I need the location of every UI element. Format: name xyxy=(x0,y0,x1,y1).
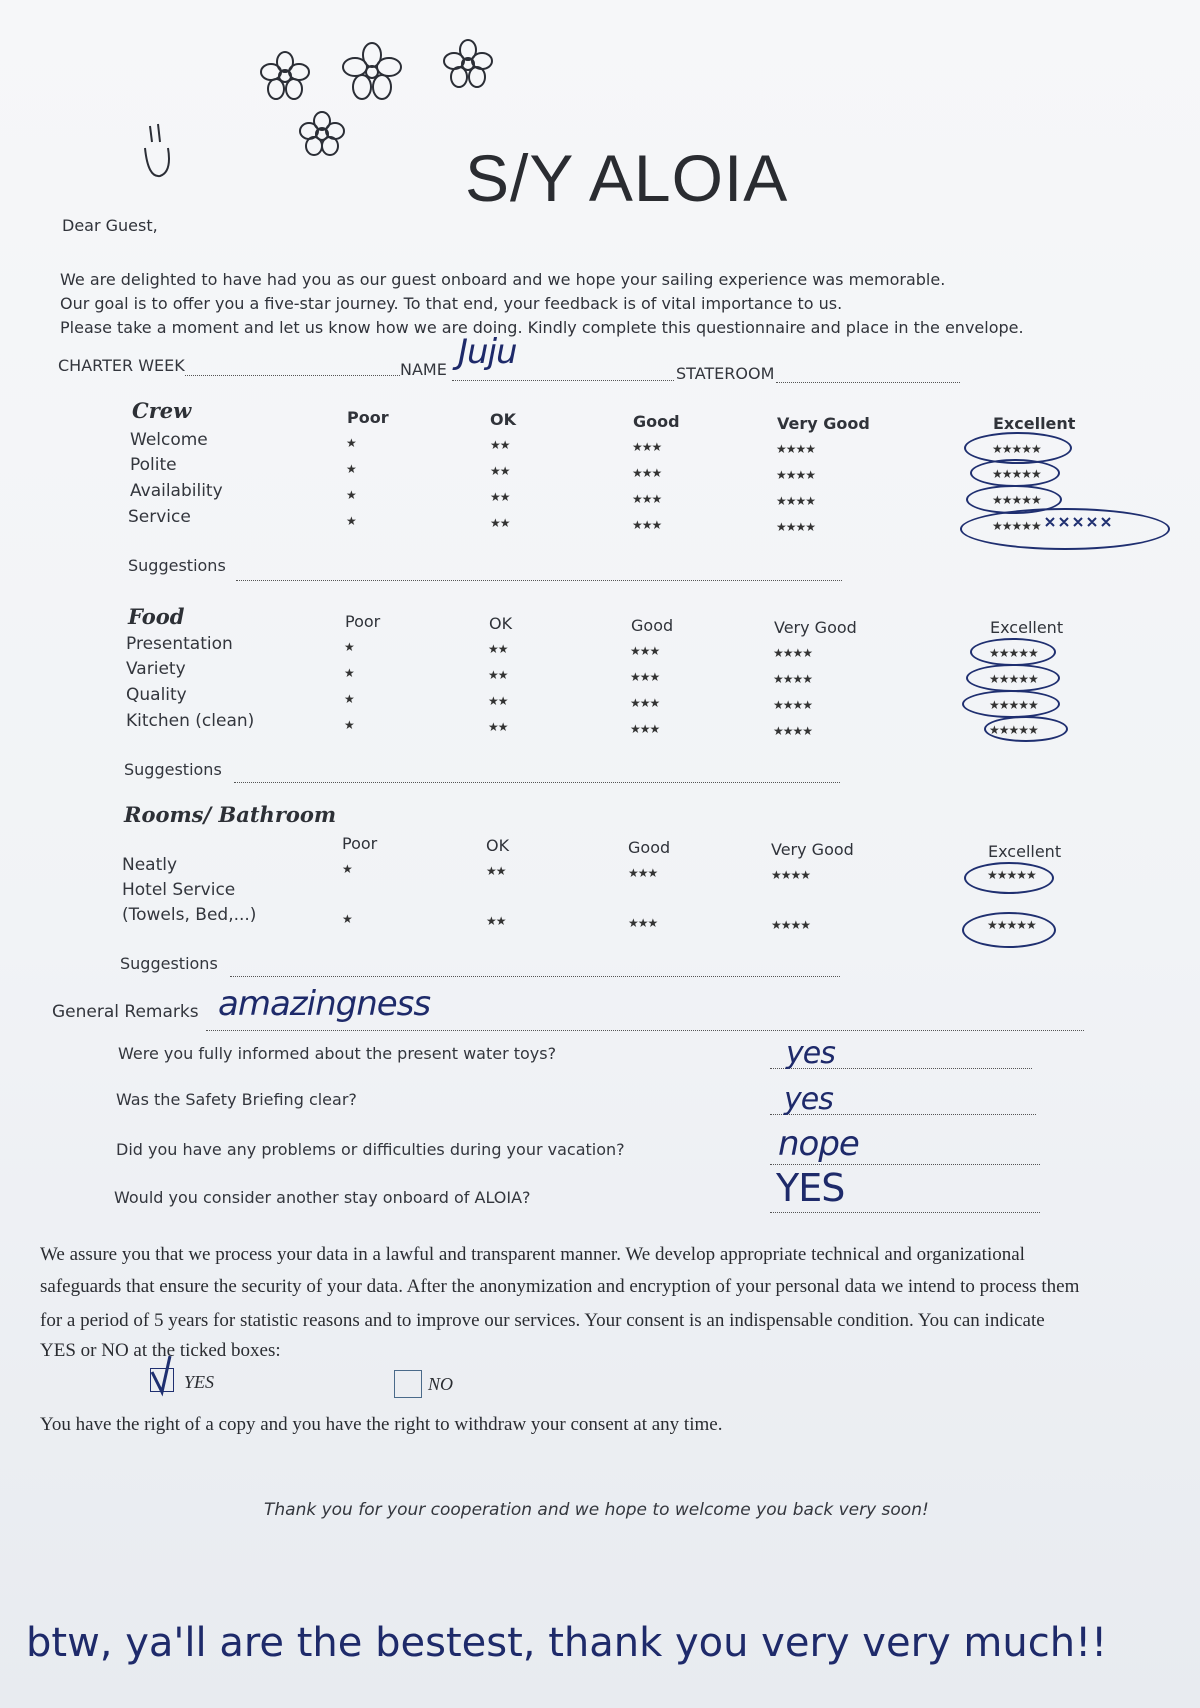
star-excellent[interactable]: ★★★★★ xyxy=(989,646,1038,660)
consent-no-checkbox[interactable] xyxy=(394,1370,422,1398)
header-excellent: Excellent xyxy=(988,842,1062,861)
answer-3: nope xyxy=(778,1124,859,1164)
star-good[interactable]: ★★★ xyxy=(630,644,660,658)
general-remarks-label: General Remarks xyxy=(52,1002,199,1022)
star-very-good[interactable]: ★★★★ xyxy=(773,646,813,660)
star-excellent[interactable]: ★★★★★ xyxy=(987,868,1036,882)
privacy-line-1: We assure you that we process your data in a lawful and transparent manner. We develop appropriate technical and organizational xyxy=(40,1244,1025,1265)
star-excellent[interactable]: ★★★★★ xyxy=(989,672,1038,686)
intro-line-1: We are delighted to have had you as our guest onboard and we hope your sailing experience was memorable. xyxy=(60,270,946,289)
answer-2: yes xyxy=(784,1082,833,1117)
star-ok[interactable]: ★★ xyxy=(488,668,508,682)
privacy-line-2: safeguards that ensure the security of your data. After the anonymization and encryption of your personal data we intend to process them xyxy=(40,1276,1080,1297)
star-good[interactable]: ★★★ xyxy=(630,670,660,684)
row-label-neatly: Neatly xyxy=(122,855,178,875)
row-label-kitchen: Kitchen (clean) xyxy=(126,711,255,731)
star-ok[interactable]: ★★ xyxy=(490,490,510,504)
star-good[interactable]: ★★★ xyxy=(632,518,662,532)
star-good[interactable]: ★★★ xyxy=(628,916,658,930)
star-very-good[interactable]: ★★★★ xyxy=(776,442,816,456)
star-poor[interactable]: ★ xyxy=(344,640,354,654)
section-title-food: Food xyxy=(128,604,185,629)
privacy-line-3: for a period of 5 years for statistic reasons and to improve our services. Your consent is an indispensable condition. You can indicate xyxy=(40,1310,1045,1331)
page-title: S/Y ALOIA xyxy=(465,141,789,215)
star-poor[interactable]: ★ xyxy=(346,514,356,528)
greeting: Dear Guest, xyxy=(62,216,158,235)
rights-text: You have the right of a copy and you have the right to withdraw your consent at any time. xyxy=(40,1414,723,1435)
intro-line-2: Our goal is to offer you a five-star journey. To that end, your feedback is of vital importance to us. xyxy=(60,294,843,313)
star-ok[interactable]: ★★ xyxy=(490,464,510,478)
row-label-polite: Polite xyxy=(130,455,177,475)
row-label-hotel-service: Hotel Service xyxy=(122,880,236,900)
star-very-good[interactable]: ★★★★ xyxy=(771,868,811,882)
star-ok[interactable]: ★★ xyxy=(486,914,506,928)
star-poor[interactable]: ★ xyxy=(346,462,356,476)
question-4: Would you consider another stay onboard of ALOIA? xyxy=(114,1188,531,1207)
handwritten-note: btw, ya'll are the bestest, thank you very very much!! xyxy=(26,1620,1108,1666)
star-very-good[interactable]: ★★★★ xyxy=(773,698,813,712)
star-ok[interactable]: ★★ xyxy=(488,642,508,656)
intro-line-3: Please take a moment and let us know how we are doing. Kindly complete this questionnaire and place in the envelope. xyxy=(60,318,1024,337)
section-title-crew: Crew xyxy=(132,398,192,423)
header-very-good: Very Good xyxy=(774,618,857,637)
star-ok[interactable]: ★★ xyxy=(490,516,510,530)
star-poor[interactable]: ★ xyxy=(344,718,354,732)
crew-suggestions-label: Suggestions xyxy=(128,556,226,575)
header-ok: OK xyxy=(489,614,513,633)
star-ok[interactable]: ★★ xyxy=(488,720,508,734)
star-poor[interactable]: ★ xyxy=(342,912,352,926)
star-very-good[interactable]: ★★★★ xyxy=(771,918,811,932)
general-remarks-value: amazingness xyxy=(218,984,431,1024)
name-value: Juju xyxy=(458,332,517,372)
header-poor: Poor xyxy=(347,408,389,427)
star-poor[interactable]: ★ xyxy=(342,862,352,876)
star-good[interactable]: ★★★ xyxy=(628,866,658,880)
star-excellent[interactable]: ★★★★★ xyxy=(992,519,1041,533)
star-ok[interactable]: ★★ xyxy=(486,864,506,878)
star-very-good[interactable]: ★★★★ xyxy=(776,520,816,534)
header-excellent: Excellent xyxy=(993,414,1076,433)
row-label-variety: Variety xyxy=(126,659,186,679)
star-good[interactable]: ★★★ xyxy=(630,696,660,710)
consent-yes-label: YES xyxy=(184,1372,215,1392)
star-poor[interactable]: ★ xyxy=(344,666,354,680)
star-poor[interactable]: ★ xyxy=(344,692,354,706)
header-excellent: Excellent xyxy=(990,618,1064,637)
header-ok: OK xyxy=(486,836,510,855)
star-excellent[interactable]: ★★★★★ xyxy=(992,442,1041,456)
answer-4: YES xyxy=(776,1166,845,1210)
thanks-text: Thank you for your cooperation and we hope to welcome you back very soon! xyxy=(264,1500,929,1520)
star-good[interactable]: ★★★ xyxy=(632,492,662,506)
header-very-good: Very Good xyxy=(771,840,854,859)
star-very-good[interactable]: ★★★★ xyxy=(776,494,816,508)
consent-no-label: NO xyxy=(428,1374,454,1394)
star-very-good[interactable]: ★★★★ xyxy=(773,672,813,686)
star-excellent[interactable]: ★★★★★ xyxy=(992,493,1041,507)
question-3: Did you have any problems or difficulties during your vacation? xyxy=(116,1140,625,1159)
header-good: Good xyxy=(628,838,671,857)
header-very-good: Very Good xyxy=(777,414,870,433)
stateroom-label: STATEROOM xyxy=(676,364,775,383)
row-label-towels-bed: (Towels, Bed,...) xyxy=(122,905,257,925)
row-label-quality: Quality xyxy=(126,685,187,705)
star-ok[interactable]: ★★ xyxy=(490,438,510,452)
star-excellent[interactable]: ★★★★★ xyxy=(987,918,1036,932)
row-label-presentation: Presentation xyxy=(126,634,233,654)
star-very-good[interactable]: ★★★★ xyxy=(776,468,816,482)
row-label-welcome: Welcome xyxy=(130,430,208,450)
star-poor[interactable]: ★ xyxy=(346,436,356,450)
header-poor: Poor xyxy=(342,834,378,853)
star-good[interactable]: ★★★ xyxy=(632,440,662,454)
header-good: Good xyxy=(633,412,680,431)
star-excellent[interactable]: ★★★★★ xyxy=(989,698,1038,712)
star-poor[interactable]: ★ xyxy=(346,488,356,502)
star-good[interactable]: ★★★ xyxy=(632,466,662,480)
privacy-line-4: YES or NO at the ticked boxes: xyxy=(40,1340,281,1361)
header-ok: OK xyxy=(490,410,516,429)
row-label-service: Service xyxy=(128,507,191,527)
star-excellent[interactable]: ★★★★★ xyxy=(992,467,1041,481)
header-poor: Poor xyxy=(345,612,381,631)
charter-week-label: CHARTER WEEK xyxy=(58,356,185,375)
header-good: Good xyxy=(631,616,674,635)
section-title-rooms: Rooms/ Bathroom xyxy=(124,802,337,827)
star-excellent[interactable]: ★★★★★ xyxy=(989,723,1038,737)
star-very-good[interactable]: ★★★★ xyxy=(773,724,813,738)
row-label-availability: Availability xyxy=(130,481,223,501)
rooms-suggestions-label: Suggestions xyxy=(120,954,218,973)
star-ok[interactable]: ★★ xyxy=(488,694,508,708)
food-suggestions-label: Suggestions xyxy=(124,760,222,779)
question-1: Were you fully informed about the present water toys? xyxy=(118,1044,557,1063)
answer-1: yes xyxy=(786,1036,835,1071)
name-label: NAME xyxy=(400,360,447,379)
star-good[interactable]: ★★★ xyxy=(630,722,660,736)
question-2: Was the Safety Briefing clear? xyxy=(116,1090,357,1109)
